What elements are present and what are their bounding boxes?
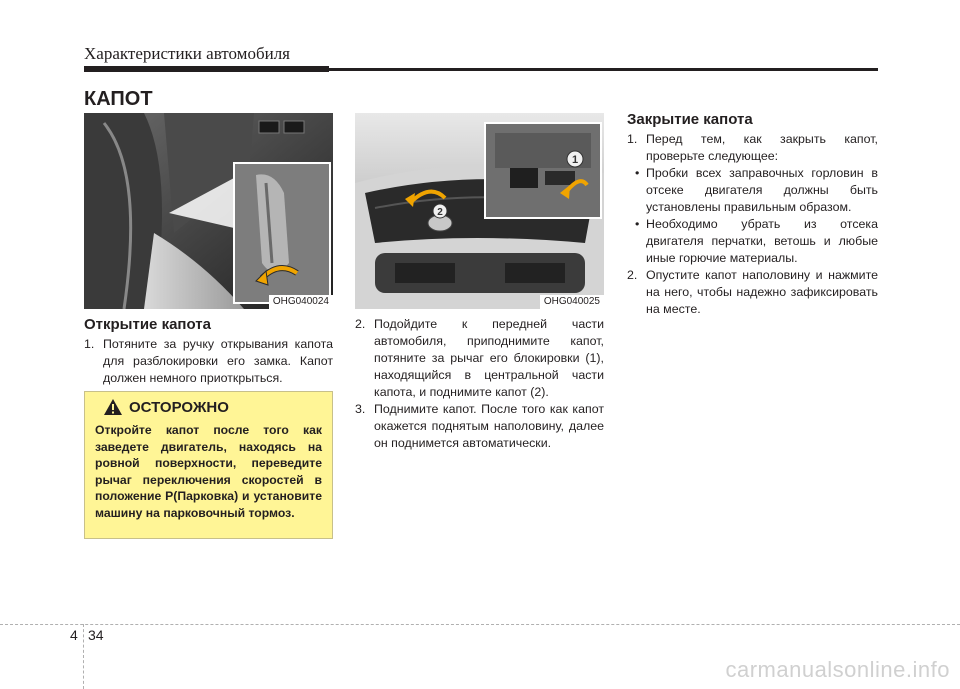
opening-step-3 bbox=[355, 401, 604, 452]
step-number: 2. bbox=[355, 317, 366, 331]
footer-rule bbox=[0, 624, 960, 625]
running-header: Характеристики автомобиля bbox=[84, 44, 290, 63]
opening-step-1 bbox=[84, 336, 333, 387]
bullet-mark: • bbox=[635, 217, 640, 231]
closing-steps bbox=[627, 131, 878, 318]
opening-step-2 bbox=[355, 316, 604, 401]
figure-caption: OHG040024 bbox=[269, 295, 333, 309]
step-number: 1. bbox=[84, 337, 95, 351]
warning-box bbox=[84, 391, 333, 539]
warning-header bbox=[103, 398, 322, 416]
warning-text: Откройте капот после того как заведете двигатель, находясь на ровной поверхности, переведите рычаг переключения скоростей в положение P(Парковка) и установите машину на парковочный тормоз. bbox=[95, 423, 322, 520]
warning-title: ОСТОРОЖНО bbox=[129, 398, 229, 416]
closing-bullet-1 bbox=[627, 165, 878, 216]
figure-hood-latch bbox=[355, 113, 604, 309]
section-title: КАПОТ bbox=[84, 88, 153, 110]
watermark: carmanualsonline.info bbox=[725, 657, 950, 682]
closing-step-2 bbox=[627, 267, 878, 318]
step-text: Потяните за ручку открывания капота для разблокировки его замка. Капот должен немного приоткрыться. bbox=[103, 337, 333, 385]
page-number: 34 bbox=[88, 627, 104, 643]
bullet-mark: • bbox=[635, 166, 640, 180]
svg-text:1: 1 bbox=[571, 154, 579, 166]
bullet-text: Необходимо убрать из отсека двигателя перчатки, ветошь и любые иные горючие материалы. bbox=[646, 217, 878, 265]
figure-hood-release-handle bbox=[84, 113, 333, 309]
svg-text:2: 2 bbox=[437, 207, 443, 218]
footer-divider bbox=[83, 624, 84, 689]
warning-triangle-icon bbox=[103, 398, 123, 416]
hood-latch-illustration bbox=[355, 113, 604, 309]
closing-step-1 bbox=[627, 131, 878, 165]
header-rule bbox=[84, 68, 878, 71]
opening-steps-continued bbox=[355, 316, 604, 452]
chapter-number: 4 bbox=[70, 627, 78, 643]
step-number: 2. bbox=[627, 268, 638, 282]
figure-caption: OHG040025 bbox=[540, 295, 604, 309]
hood-release-illustration bbox=[84, 113, 333, 309]
closing-bullet-2 bbox=[627, 216, 878, 267]
step-text: Опустите капот наполовину и нажмите на него, чтобы надежно зафиксировать на месте. bbox=[646, 268, 878, 316]
bullet-text: Пробки всех заправочных горловин в отсеке двигателя должны быть установлены правильным образом. bbox=[646, 166, 878, 214]
closing-title: Закрытие капота bbox=[627, 111, 753, 128]
step-number: 1. bbox=[627, 132, 638, 146]
step-text: Перед тем, как закрыть капот, проверьте следующее: bbox=[646, 132, 878, 163]
step-text: Поднимите капот. После того как капот окажется поднятым наполовину, далее он поднимется автоматически. bbox=[374, 402, 604, 450]
opening-title: Открытие капота bbox=[84, 316, 211, 333]
step-text: Подойдите к передней части автомобиля, приподнимите капот, потяните за рычаг его блокировки (1), находящийся в центральной части капота, и поднимите капот (2). bbox=[374, 317, 604, 399]
step-number: 3. bbox=[355, 402, 366, 416]
